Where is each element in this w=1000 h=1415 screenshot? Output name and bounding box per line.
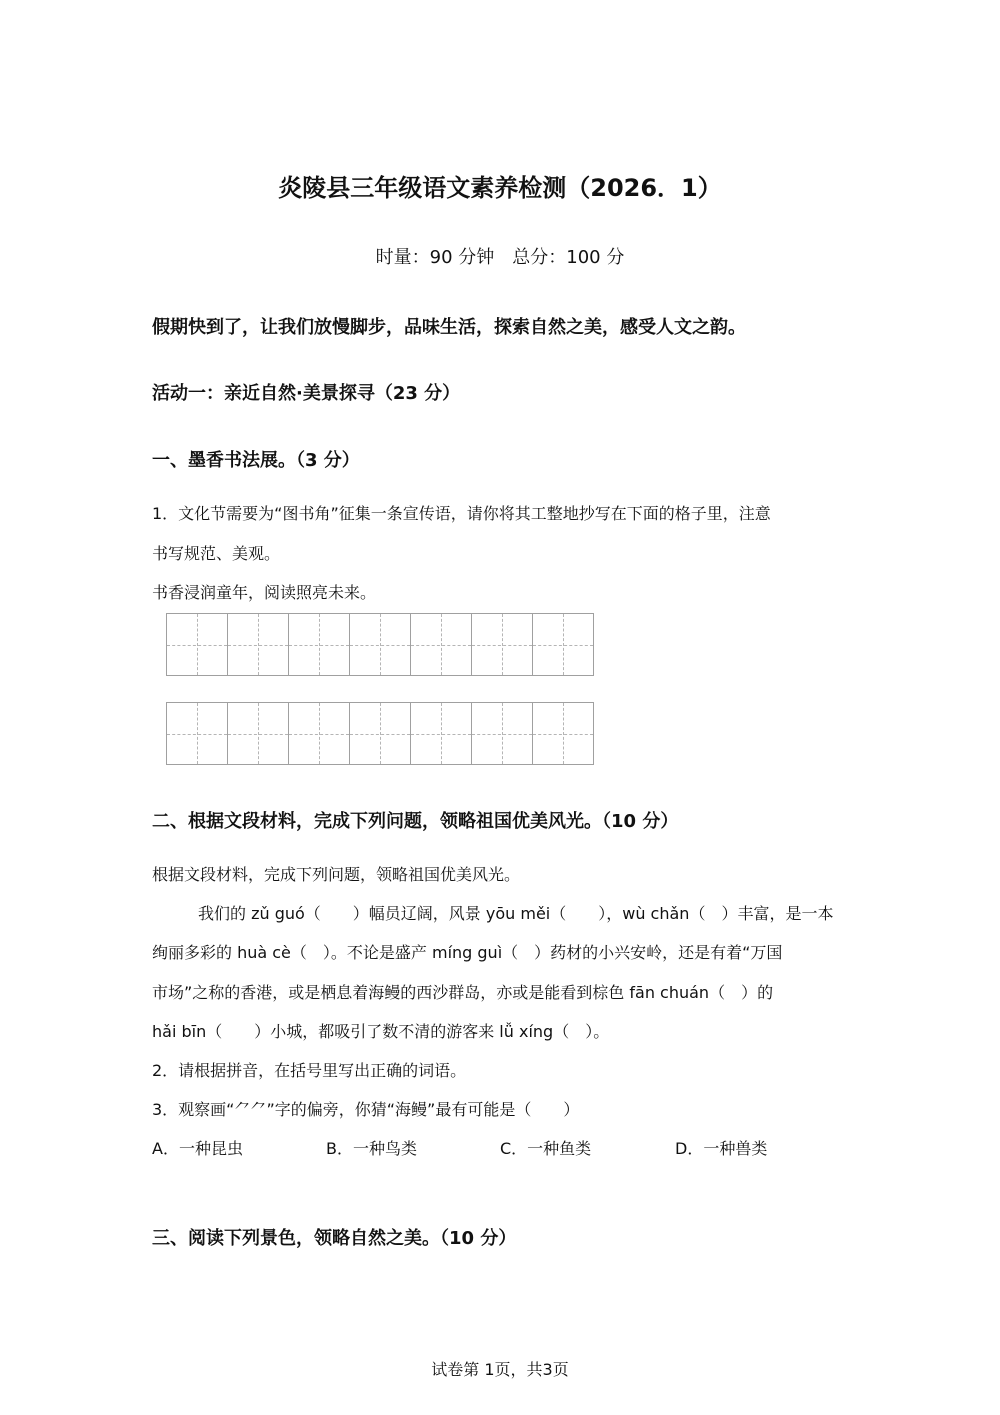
q1-line1: 1．文化节需要为“图书角”征集一条宣传语，请你将其工整地抄写在下面的格子里，注意: [152, 504, 771, 523]
writing-grid-row-2[interactable]: [166, 702, 594, 765]
option-d[interactable]: D．一种兽类: [675, 1139, 768, 1158]
q1-line2: 书写规范、美观。: [152, 544, 281, 563]
grid-cell[interactable]: [472, 614, 533, 675]
intro-text: 假期快到了，让我们放慢脚步，品味生活，探索自然之美，感受人文之韵。: [152, 317, 746, 338]
grid-cell[interactable]: [533, 614, 593, 675]
option-a[interactable]: A．一种昆虫: [152, 1139, 243, 1158]
exam-title: 炎陵县三年级语文素养检测（2026．1）: [278, 174, 722, 202]
grid-cell[interactable]: [167, 703, 228, 764]
grid-cell[interactable]: [350, 614, 411, 675]
grid-cell[interactable]: [228, 614, 289, 675]
grid-cell[interactable]: [289, 703, 350, 764]
writing-grid-row-1[interactable]: [166, 613, 594, 676]
option-c[interactable]: C．一种鱼类: [500, 1139, 592, 1158]
exam-meta: 时量：90 分钟 总分：100 分: [375, 247, 625, 268]
grid-cell[interactable]: [472, 703, 533, 764]
page-footer: 试卷第 1页，共3页: [431, 1360, 569, 1379]
grid-cell[interactable]: [411, 614, 472, 675]
section2-lead: 根据文段材料，完成下列问题，领略祖国优美风光。: [152, 865, 521, 884]
grid-cell[interactable]: [167, 614, 228, 675]
activity1-heading: 活动一：亲近自然·美景探寻（23 分）: [152, 383, 461, 404]
section1-heading: 一、墨香书法展。（3 分）: [152, 450, 360, 471]
grid-cell[interactable]: [411, 703, 472, 764]
grid-cell[interactable]: [289, 614, 350, 675]
passage-line-2: 绚丽多彩的 huà cè（ ）。不论是盛产 míng guì（ ）药材的小兴安岭，还是有着“万国: [152, 943, 783, 962]
passage-line-3: 市场”之称的香港，或是栖息着海鳗的西沙群岛，亦或是能看到棕色 fān chuán（ ）的: [152, 983, 774, 1002]
option-b[interactable]: B．一种鸟类: [326, 1139, 417, 1158]
question-3: 3．观察画“⺈⺈”字的偏旁，你猜“海鳗”最有可能是（ ）: [152, 1100, 580, 1119]
copy-sentence: 书香浸润童年，阅读照亮未来。: [152, 583, 377, 602]
grid-cell[interactable]: [533, 703, 593, 764]
section2-heading: 二、根据文段材料，完成下列问题，领略祖国优美风光。（10 分）: [152, 811, 679, 832]
grid-cell[interactable]: [228, 703, 289, 764]
question-2: 2．请根据拼音，在括号里写出正确的词语。: [152, 1061, 467, 1080]
passage-line-4: hǎi bīn（ ）小城，都吸引了数不清的游客来 lǚ xíng（ ）。: [152, 1022, 610, 1041]
section3-heading: 三、阅读下列景色，领略自然之美。（10 分）: [152, 1228, 517, 1249]
passage-line-1: 我们的 zǔ guó（ ）幅员辽阔，风景 yōu měi（ ），wù chǎn（ ）丰富，是一本: [198, 904, 834, 923]
grid-cell[interactable]: [350, 703, 411, 764]
